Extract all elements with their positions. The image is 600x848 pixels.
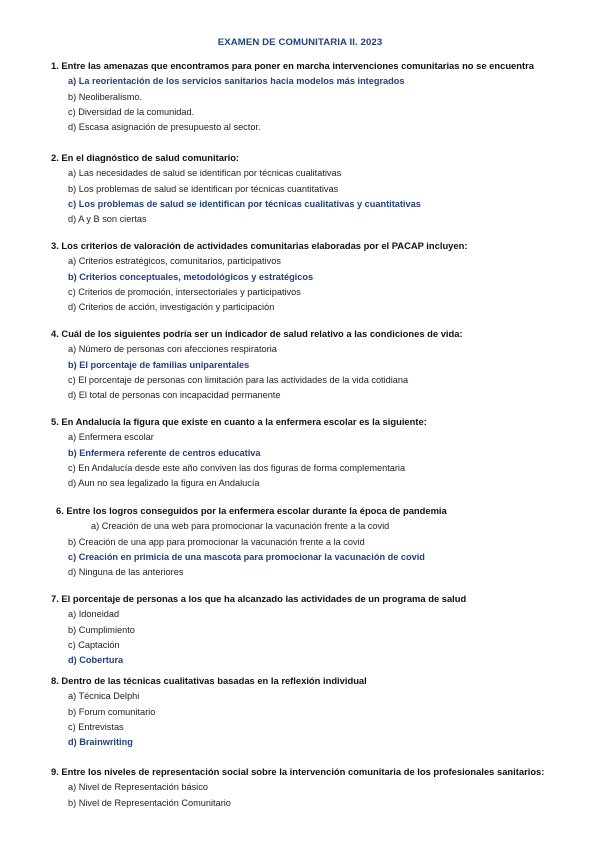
question-7 bbox=[0, 593, 600, 666]
answer-option: b) Los problemas de salud se identifican por técnicas cuantitativas bbox=[68, 183, 339, 194]
question-stem: 2. En el diagnóstico de salud comunitario: bbox=[51, 152, 240, 163]
answer-option: a) Criterios estratégicos, comunitarios, participativos bbox=[68, 256, 281, 267]
answer-option: b) Neoliberalismo. bbox=[68, 91, 143, 102]
question-9 bbox=[0, 766, 600, 809]
answer-option-correct: a) La reorientación de los servicios sanitarios hacia modelos más integrados bbox=[68, 76, 405, 87]
question-stem: 7. El porcentaje de personas a los que ha alcanzado las actividades de un programa de salud bbox=[51, 593, 467, 604]
answer-option: d) El total de personas con incapacidad permanente bbox=[68, 390, 281, 401]
question-2 bbox=[0, 152, 600, 225]
answer-option-correct: b) Enfermera referente de centros educativa bbox=[68, 447, 261, 458]
answer-option: d) Escasa asignación de presupuesto al sector. bbox=[68, 122, 261, 133]
answer-option: d) Aun no sea legalizado la figura en Andalucía bbox=[68, 478, 260, 489]
question-stem: 3. Los criterios de valoración de actividades comunitarias elaboradas por el PACAP incluyen: bbox=[51, 240, 468, 251]
answer-option-correct: d) Brainwriting bbox=[68, 737, 133, 748]
answer-option: d) A y B son ciertas bbox=[68, 214, 147, 225]
question-stem: 4. Cuál de los siguientes podría ser un indicador de salud relativo a las condiciones de vida: bbox=[51, 328, 463, 339]
answer-option: c) En Andalucía desde este año conviven las dos figuras de forma complementaria bbox=[68, 462, 406, 473]
answer-option: c) El porcentaje de personas con limitación para las actividades de la vida cotidiana bbox=[68, 374, 409, 385]
answer-option: a) Idoneidad bbox=[68, 609, 120, 620]
answer-option: c) Criterios de promoción, intersectoriales y participativos bbox=[68, 286, 301, 297]
question-8 bbox=[0, 675, 600, 748]
exam-title: EXAMEN DE COMUNITARIA II. 2023 bbox=[217, 37, 383, 48]
question-6 bbox=[0, 505, 600, 578]
answer-option: b) Nivel de Representación Comunitario bbox=[68, 797, 231, 808]
answer-option-correct: b) El porcentaje de familias uniparentales bbox=[68, 359, 250, 370]
question-5 bbox=[0, 416, 600, 489]
question-stem: 9. Entre los niveles de representación social sobre la intervención comunitaria de los profesionales sanitarios: bbox=[51, 766, 545, 777]
answer-option-correct: d) Cobertura bbox=[68, 655, 124, 666]
answer-option: a) Creación de una web para promocionar la vacunación frente a la covid bbox=[91, 521, 390, 532]
question-3 bbox=[0, 240, 600, 313]
question-stem: 5. En Andalucía la figura que existe en cuanto a la enfermera escolar es la siguiente: bbox=[51, 416, 427, 427]
answer-option-correct: c) Creación en primicia de una mascota para promocionar la vacunación de covid bbox=[68, 551, 425, 562]
answer-option: c) Captación bbox=[68, 639, 120, 650]
answer-option: a) Número de personas con afecciones respiratoria bbox=[68, 344, 277, 355]
answer-option-correct: b) Criterios conceptuales, metodológicos y estratégicos bbox=[68, 271, 314, 282]
question-1 bbox=[0, 60, 600, 133]
answer-option: d) Ninguna de las anteriores bbox=[68, 567, 184, 578]
answer-option: c) Entrevistas bbox=[68, 721, 124, 732]
answer-option-correct: c) Los problemas de salud se identifican por técnicas cualitativas y cuantitativas bbox=[68, 198, 421, 209]
question-stem: 8. Dentro de las técnicas cualitativas basadas en la reflexión individual bbox=[51, 675, 367, 686]
question-4 bbox=[0, 328, 600, 401]
answer-option: a) Las necesidades de salud se identifican por técnicas cualitativas bbox=[68, 168, 342, 179]
question-stem: 6. Entre los logros conseguidos por la enfermera escolar durante la época de pandemia bbox=[56, 505, 447, 516]
answer-option: b) Forum comunitario bbox=[68, 706, 156, 717]
answer-option: a) Técnica Delphi bbox=[68, 691, 140, 702]
answer-option: b) Creación de una app para promocionar la vacunación frente a la covid bbox=[68, 536, 365, 547]
answer-option: a) Nivel de Representación básico bbox=[68, 782, 208, 793]
question-stem: 1. Entre las amenazas que encontramos para poner en marcha intervenciones comunitarias no se encuentra bbox=[51, 60, 534, 71]
answer-option: d) Criterios de acción, investigación y participación bbox=[68, 302, 275, 313]
answer-option: a) Enfermera escolar bbox=[68, 432, 154, 443]
answer-option: c) Diversidad de la comunidad. bbox=[68, 106, 195, 117]
answer-option: b) Cumplimiento bbox=[68, 624, 135, 635]
